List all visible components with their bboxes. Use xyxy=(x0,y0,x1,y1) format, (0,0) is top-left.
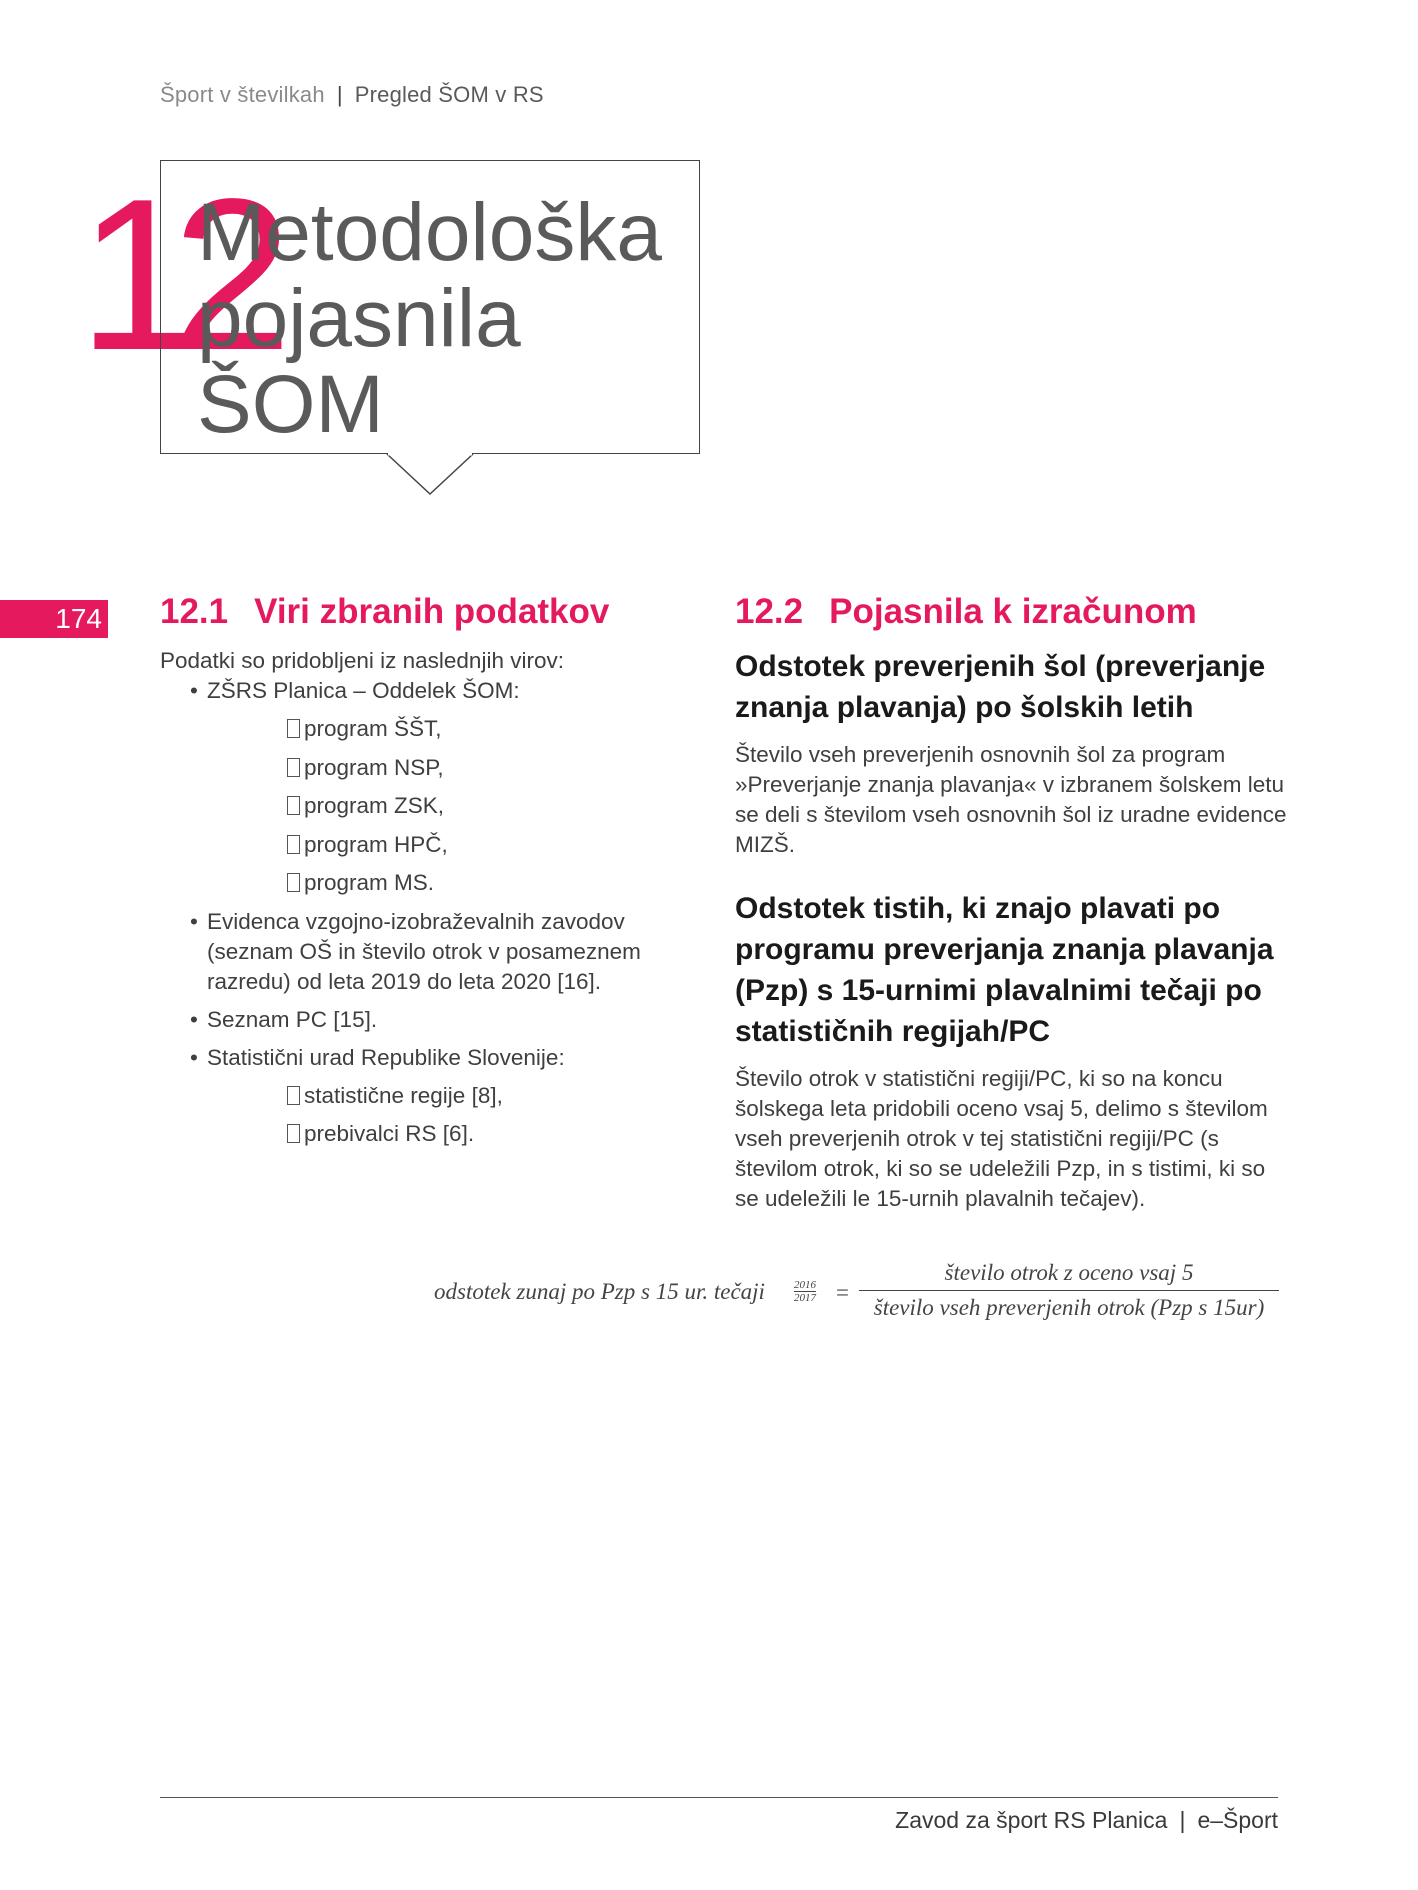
missing-glyph-icon xyxy=(287,1124,300,1143)
sub-list-text: statistične regije [8], xyxy=(304,1082,503,1108)
subsection-heading: Odstotek preverjenih šol (preverjanje znanja plavanja) po šolskih letih xyxy=(735,650,1266,724)
sources-list xyxy=(160,676,680,1149)
missing-glyph-icon xyxy=(287,719,300,738)
chapter-title-line: Metodološka xyxy=(197,187,662,278)
list-item-text: ZŠRS Planica – Oddelek ŠOM: xyxy=(207,678,520,703)
chapter-title-line: pojasnila xyxy=(197,273,521,364)
formula-year-bottom: 2017 xyxy=(794,1292,816,1304)
sources-intro: Podatki so pridobljeni iz naslednjih virov: xyxy=(160,648,564,673)
footer-series: e–Šport xyxy=(1197,1807,1278,1833)
footer-divider xyxy=(160,1797,1278,1798)
list-item xyxy=(160,1005,680,1035)
sub-list-text: program MS. xyxy=(304,870,435,895)
sub-list xyxy=(207,714,680,898)
sub-list-item xyxy=(207,753,680,783)
sub-list-text: program ŠŠT, xyxy=(304,716,442,741)
running-header xyxy=(160,82,544,108)
header-separator: | xyxy=(336,82,343,107)
sub-list-text: program ZSK, xyxy=(304,793,445,818)
list-item xyxy=(160,1043,680,1150)
formula-year-top: 2016 xyxy=(794,1279,816,1291)
formula-lhs: odstotek zunaj po Pzp s 15 ur. tečaji xyxy=(434,1279,765,1304)
sub-list-item xyxy=(207,868,680,898)
footer-publisher: Zavod za šport RS Planica xyxy=(895,1807,1168,1833)
chapter-number: 12 xyxy=(78,153,267,395)
chapter-title-line: ŠOM xyxy=(197,359,384,450)
section-number: 12.2 xyxy=(735,592,804,631)
missing-glyph-icon xyxy=(287,1086,300,1105)
list-item xyxy=(160,907,680,997)
page-number: 174 xyxy=(0,600,108,638)
header-section: Pregled ŠOM v RS xyxy=(354,82,544,107)
formula-numerator: število otrok z oceno vsaj 5 xyxy=(944,1260,1194,1285)
formula-years xyxy=(794,1279,816,1304)
sub-list-text: program NSP, xyxy=(304,754,444,780)
section-title-text: Pojasnila k izračunom xyxy=(829,592,1197,631)
header-publication: Šport v številkah xyxy=(160,82,325,107)
list-item xyxy=(160,676,680,898)
formula-fraction xyxy=(859,1258,1279,1323)
list-item-text: Evidenca vzgojno-izobraževalnih zavodov (seznam OŠ in število otrok v posameznem razredu) od leta 2019 do leta 2020 [16]. xyxy=(207,908,641,994)
missing-glyph-icon xyxy=(287,873,300,892)
formula-denominator: število vseh preverjenih otrok (Pzp s 15ur) xyxy=(873,1295,1265,1320)
chapter-title xyxy=(197,187,662,450)
subsection-paragraph: Število otrok v statistični regiji/PC, ki so na koncu šolskega leta pridobili oceno vsaj 5, delimo s številom vseh preverjenih otrok v tej statistični regiji/PC (s številom otrok, ki so se udeležili Pzp, in s tistimi, ki so se udeležili le 15-urnih plavalnih tečajev). xyxy=(735,1066,1268,1211)
running-footer xyxy=(895,1807,1278,1834)
formula xyxy=(434,1258,1279,1328)
fraction-bar xyxy=(859,1290,1279,1291)
list-item-text: Seznam PC [15]. xyxy=(207,1006,378,1032)
section-sources xyxy=(160,590,680,1158)
sub-list xyxy=(207,1081,680,1150)
section-title-text: Viri zbranih podatkov xyxy=(254,592,610,631)
subsection-heading: Odstotek tistih, ki znajo plavati po programu preverjanja znanja plavanja (Pzp) s 15-urnimi plavalnimi tečaji po statističnih regijah/PC xyxy=(735,892,1274,1048)
list-item-text: Statistični urad Republike Slovenije: xyxy=(207,1044,565,1070)
missing-glyph-icon xyxy=(287,796,300,815)
missing-glyph-icon xyxy=(287,835,300,854)
subsection-paragraph: Število vseh preverjenih osnovnih šol za program »Preverjanje znanja plavanja« v izbranem šolskem letu se deli s številom vseh osnovnih šol iz uradne evidence MIZŠ. xyxy=(735,742,1287,857)
section-number: 12.1 xyxy=(160,592,229,631)
section-calculations xyxy=(735,590,1295,1242)
sub-list-item xyxy=(207,1119,680,1149)
section-title xyxy=(735,590,1295,634)
sub-list-item xyxy=(207,830,680,860)
sub-list-item xyxy=(207,791,680,821)
section-title xyxy=(160,590,680,634)
missing-glyph-icon xyxy=(287,758,300,777)
formula-equals: = xyxy=(836,1280,849,1305)
sub-list-text: program HPČ, xyxy=(304,831,448,857)
footer-separator: | xyxy=(1179,1807,1186,1833)
sub-list-item xyxy=(207,714,680,744)
sub-list-item xyxy=(207,1081,680,1111)
sub-list-text: prebivalci RS [6]. xyxy=(304,1121,475,1146)
